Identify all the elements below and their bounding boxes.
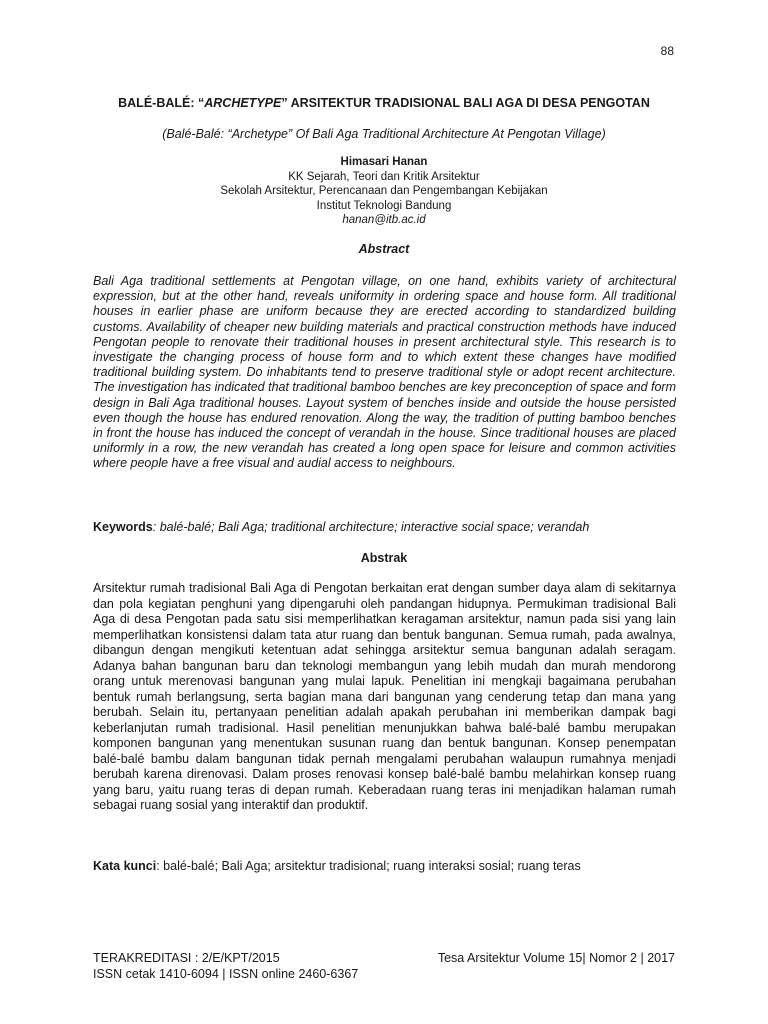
paper-subtitle: (Balé-Balé: “Archetype” Of Bali Aga Traditional Architecture At Pengotan Village) — [162, 127, 606, 141]
paper-title — [100, 96, 668, 111]
author-block — [120, 155, 648, 228]
title-prefix: BALÉ-BALÉ: “ — [118, 96, 205, 110]
author-affiliation-department: KK Sejarah, Teori dan Kritik Arsitektur — [288, 170, 480, 183]
author-email: hanan@itb.ac.id — [342, 214, 426, 227]
author-affiliation-school: Sekolah Arsitektur, Perencanaan dan Pengembangan Kebijakan — [220, 185, 548, 198]
author-name: Himasari Hanan — [340, 156, 428, 168]
abstrak-heading: Abstrak — [360, 551, 408, 565]
kata-kunci-value: : balé-balé; Bali Aga; arsitektur tradisional; ruang interaksi sosial; ruang teras — [156, 859, 581, 873]
title-italic: ARCHETYPE — [204, 96, 282, 110]
kata-kunci-line — [93, 858, 676, 874]
page-number: 88 — [660, 44, 674, 58]
kata-kunci-label: Kata kunci — [93, 859, 157, 873]
keywords-label: Keywords — [93, 520, 153, 534]
abstrak-text: Arsitektur rumah tradisional Bali Aga di Pengotan berkaitan erat dengan sumber daya alam di sekitarnya dan pola kegiatan penghuni yang dipengaruhi oleh pandangan hidupnya. Permukiman tradisional Bali Aga di desa Pengotan pada satu sisi memperlihatkan keragaman arsitektur, namun pada sisi yang lain memperlihatkan konsistensi dalam tata atur ruang dan bentuk bangunan. Semua rumah, pada awalnya, dibangun dengan mengikuti ketentuan adat sehingga arsitektur semua bangunan adalah seragam. Adanya bahan bangunan baru dan teknologi membangun yang lebih mudah dan murah mendorong orang untuk merenovasi bangunan yang mulai lapuk. Penelitian ini mengkaji bagaimana perubahan bentuk rumah berlangsung, serta bagian mana dari bangunan yang cenderung tetap dan mana yang berubah. Selain itu, pertanyaan penelitian adalah apakah perubahan ini memberikan dampak bagi keberlanjutan rumah tradisional. Hasil penelitian menunjukkan bahwa balé-balé bambu merupakan komponen bangunan yang menentukan susunan ruang dan bentuk bangunan. Konsep penempatan balé-balé bambu dalam bangunan tidak pernah mengalami perubahan walaupun rumahnya menjadi berubah karena direnovasi. Dalam proses renovasi konsep balé-balé bambu melahirkan konsep ruang yang baru, yaitu ruang teras di depan rumah. Keberadaan ruang teras ini menjadikan halaman rumah sebagai ruang sosial yang interaktif dan produktif. — [93, 581, 676, 812]
title-suffix: ” ARSITEKTUR TRADISIONAL BALI AGA DI DESA PENGOTAN — [281, 96, 650, 110]
keywords-value: : balé-balé; Bali Aga; traditional architecture; interactive social space; verandah — [152, 520, 590, 534]
footer-left — [93, 950, 358, 982]
keywords-line — [93, 519, 676, 535]
author-affiliation-institute: Institut Teknologi Bandung — [316, 199, 452, 212]
footer-journal: Tesa Arsitektur Volume 15| Nomor 2 | 2017 — [437, 951, 675, 965]
abstract-heading: Abstract — [358, 242, 410, 256]
footer-issn: ISSN cetak 1410-6094 | ISSN online 2460-6367 — [93, 967, 359, 981]
footer-accreditation: TERAKREDITASI : 2/E/KPT/2015 — [93, 951, 280, 965]
abstract-text: Bali Aga traditional settlements at Pengotan village, on one hand, exhibits variety of architectural expression, but at the other hand, reveals uniformity in ordering space and house form. All traditional houses in earlier phase are uniform because they are erected according to standardized building customs. Availability of cheaper new building materials and practical construction methods have induced Pengotan people to renovate their traditional houses in present architectural style. This research is to investigate the changing process of house form and to which extent these changes have modified traditional building system. Do inhabitants tend to preserve traditional style or adopt recent architecture. The investigation has indicated that traditional bamboo benches are key preconception of space and form design in Bali Aga traditional houses. Layout system of benches inside and outside the house persisted even though the house has endured renovation. Along the way, the tradition of putting bamboo benches in front the house has induced the concept of verandah in the house. Since traditional houses are placed uniformly in a row, the new verandah has created a long open space for leisure and common activities where people have a free visual and audial access to neighbours. — [93, 274, 677, 471]
